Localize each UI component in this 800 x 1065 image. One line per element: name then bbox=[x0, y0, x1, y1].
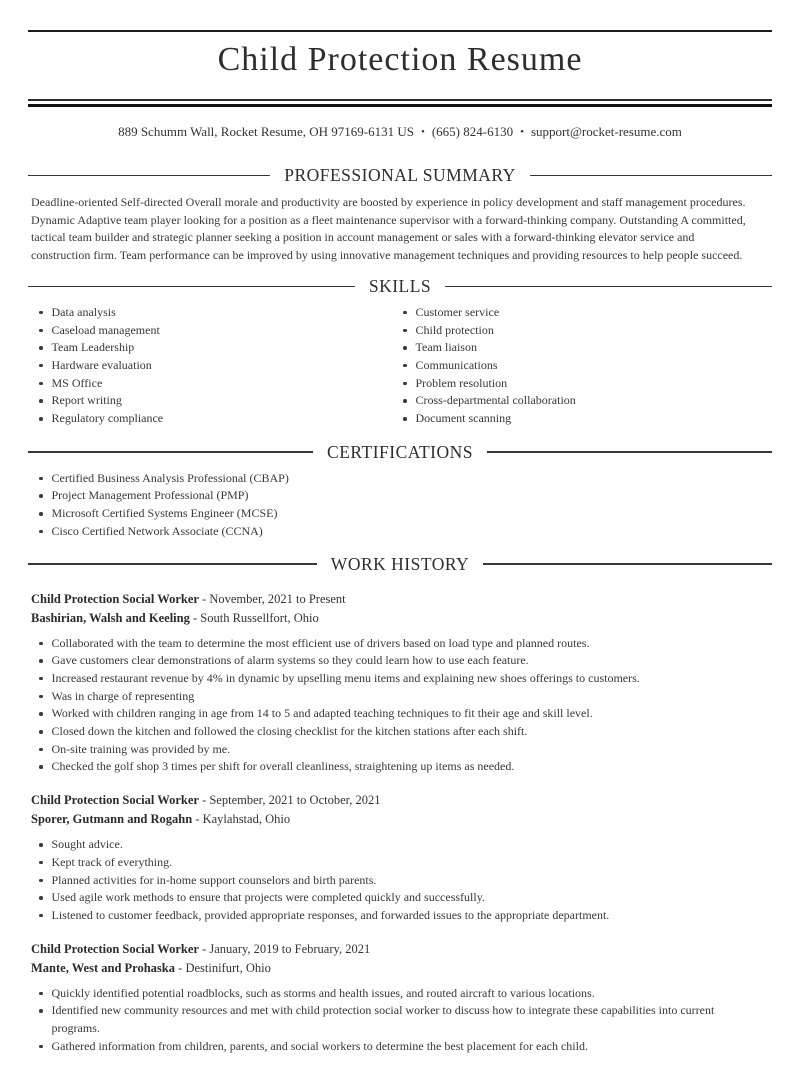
job-bullet bbox=[39, 758, 744, 776]
job-title-line bbox=[31, 590, 772, 609]
job-company-line bbox=[31, 959, 772, 978]
heading-rule-right bbox=[530, 175, 772, 177]
job-dates: September, 2021 to October, 2021 bbox=[209, 793, 381, 808]
job-bullet-text: Was in charge of representing bbox=[51, 688, 195, 703]
title-divider bbox=[28, 99, 772, 107]
skill-label: Communications bbox=[415, 357, 498, 372]
bullet-icon bbox=[403, 417, 407, 421]
skill-item bbox=[403, 304, 772, 322]
heading-rule-right bbox=[487, 451, 772, 453]
heading-rule-left bbox=[28, 563, 317, 565]
job-bullet bbox=[39, 854, 744, 872]
job-bullet bbox=[39, 872, 744, 890]
job-title: Child Protection Social Worker bbox=[31, 941, 199, 956]
job-location: Kaylahstad, Ohio bbox=[202, 812, 291, 827]
job-title-line bbox=[31, 791, 772, 810]
job-bullet-text: Planned activities for in-home support counselors and birth parents. bbox=[51, 872, 377, 887]
job-bullet-text: Closed down the kitchen and followed the closing checklist for the kitchen stations after each shift. bbox=[51, 724, 528, 739]
page-title: Child Protection Resume bbox=[217, 41, 583, 78]
certification-item bbox=[39, 487, 772, 505]
job-bullet bbox=[39, 635, 744, 653]
job-bullet bbox=[39, 907, 744, 925]
certification-item bbox=[39, 505, 772, 523]
bullet-icon bbox=[39, 748, 43, 752]
job-separator: - bbox=[192, 812, 203, 827]
skill-label: Regulatory compliance bbox=[51, 411, 164, 426]
job-entry bbox=[0, 590, 800, 777]
job-separator: - bbox=[189, 610, 201, 625]
job-dates: January, 2019 to February, 2021 bbox=[209, 941, 371, 956]
skill-label: Problem resolution bbox=[415, 375, 508, 390]
summary-line: construction firm. Team performance can be improved by using innovative management techniques and providing resources to help people succeed. bbox=[31, 248, 743, 263]
bullet-icon bbox=[39, 382, 43, 386]
job-company: Bashirian, Walsh and Keeling bbox=[31, 610, 190, 625]
job-company: Mante, West and Prohaska bbox=[31, 960, 176, 975]
bullet-icon bbox=[39, 843, 43, 847]
bullet-icon bbox=[39, 364, 43, 368]
bullet-icon bbox=[39, 1009, 43, 1013]
job-dates: November, 2021 to Present bbox=[209, 591, 346, 606]
section-title: PROFESSIONAL SUMMARY bbox=[284, 165, 516, 185]
job-bullet-text: Quickly identified potential roadblocks, such as storms and health issues, and routed aircraft to various locations. bbox=[51, 985, 595, 1000]
bullet-icon bbox=[403, 399, 407, 403]
summary-line: Dynamic Adaptive team player looking for a position as a fleet maintenance supervisor with a forward-thinking company. Outstanding A committed, bbox=[31, 212, 746, 227]
job-bullet bbox=[39, 652, 744, 670]
certification-item bbox=[39, 523, 772, 541]
skills-left-column bbox=[0, 304, 364, 428]
bullet-icon bbox=[39, 1045, 43, 1049]
section-title: WORK HISTORY bbox=[330, 553, 470, 574]
contact-email: support@rocket-resume.com bbox=[530, 124, 682, 139]
job-bullet bbox=[39, 670, 744, 688]
skill-label: Cross-departmental collaboration bbox=[415, 393, 576, 408]
job-entry bbox=[0, 940, 800, 1056]
bullet-icon bbox=[39, 329, 43, 333]
skill-item bbox=[403, 410, 772, 428]
separator-dot-icon: • bbox=[520, 126, 524, 138]
job-title: Child Protection Social Worker bbox=[31, 793, 199, 808]
skill-item bbox=[403, 339, 772, 357]
bullet-icon bbox=[39, 861, 43, 865]
bullet-icon bbox=[403, 346, 407, 350]
heading-rule-left bbox=[28, 451, 313, 453]
job-bullet-text: Worked with children ranging in age from 14 to 5 and adapted teaching techniques to fit their age and skill level. bbox=[51, 706, 593, 721]
job-bullet-text: Gave customers clear demonstrations of alarm systems so they could learn how to use each feature. bbox=[51, 653, 529, 668]
job-bullet-text: Kept track of everything. bbox=[51, 854, 173, 869]
job-company-line bbox=[31, 609, 772, 628]
job-bullet bbox=[39, 985, 744, 1003]
bullet-icon bbox=[39, 765, 43, 769]
skill-item bbox=[39, 304, 336, 322]
skill-label: Data analysis bbox=[51, 304, 116, 319]
job-bullet bbox=[39, 705, 744, 723]
certification-label: Microsoft Certified Systems Engineer (MCSE) bbox=[51, 506, 278, 521]
certification-label: Certified Business Analysis Professional (CBAP) bbox=[51, 470, 289, 485]
heading-rule-left bbox=[28, 175, 270, 177]
bullet-icon bbox=[39, 311, 43, 315]
bullet-icon bbox=[39, 642, 43, 646]
skills-right-column bbox=[364, 304, 800, 428]
bullet-icon bbox=[39, 896, 43, 900]
section-title: SKILLS bbox=[368, 275, 432, 296]
skill-item bbox=[39, 410, 336, 428]
skill-label: Child protection bbox=[415, 322, 494, 337]
skill-label: MS Office bbox=[51, 375, 103, 390]
job-bullet bbox=[39, 723, 744, 741]
section-heading-work-history bbox=[28, 554, 772, 575]
job-bullet bbox=[39, 741, 744, 759]
bullet-icon bbox=[39, 914, 43, 918]
job-bullet bbox=[39, 889, 744, 907]
top-rule bbox=[28, 30, 772, 32]
skill-item bbox=[403, 375, 772, 393]
job-bullet-text: Checked the golf shop 3 times per shift for overall cleanliness, straightening up items as needed. bbox=[51, 759, 515, 774]
certification-label: Project Management Professional (PMP) bbox=[51, 488, 249, 503]
bullet-icon bbox=[39, 712, 43, 716]
job-bullet-text: Collaborated with the team to determine the most efficient use of drivers based on load type and planned routes. bbox=[51, 635, 590, 650]
bullet-icon bbox=[39, 494, 43, 498]
job-bullet bbox=[39, 836, 744, 854]
certifications-list bbox=[0, 470, 800, 541]
skills-columns bbox=[0, 297, 800, 428]
bullet-icon bbox=[39, 992, 43, 996]
job-separator: - bbox=[198, 793, 210, 808]
job-bullet-text: Increased restaurant revenue by 4% in dynamic by upselling menu items and explaining new shoes offerings to customers. bbox=[51, 670, 640, 685]
job-location: South Russellfort, Ohio bbox=[200, 610, 319, 625]
bullet-icon bbox=[403, 311, 407, 315]
skill-item bbox=[39, 322, 336, 340]
certification-label: Cisco Certified Network Associate (CCNA) bbox=[51, 523, 263, 538]
skill-label: Hardware evaluation bbox=[51, 357, 152, 372]
bullet-icon bbox=[39, 346, 43, 350]
job-location: Destinifurt, Ohio bbox=[185, 960, 271, 975]
bullet-icon bbox=[403, 364, 407, 368]
job-separator: - bbox=[175, 960, 186, 975]
skill-item bbox=[39, 357, 336, 375]
bullet-icon bbox=[403, 382, 407, 386]
bullet-icon bbox=[39, 659, 43, 663]
bullet-icon bbox=[39, 530, 43, 534]
certification-item bbox=[39, 470, 772, 488]
job-title: Child Protection Social Worker bbox=[31, 591, 199, 606]
summary-paragraph bbox=[31, 194, 769, 265]
skill-label: Team liaison bbox=[415, 340, 477, 355]
job-company-line bbox=[31, 810, 772, 829]
job-separator: - bbox=[198, 591, 210, 606]
skill-item bbox=[39, 375, 336, 393]
bullet-icon bbox=[39, 477, 43, 481]
job-bullet-list bbox=[31, 985, 772, 1056]
section-title: CERTIFICATIONS bbox=[327, 441, 473, 462]
skill-label: Caseload management bbox=[51, 322, 160, 337]
bullet-icon bbox=[39, 879, 43, 883]
skill-label: Document scanning bbox=[415, 411, 512, 426]
separator-dot-icon: • bbox=[420, 126, 425, 138]
job-bullet bbox=[39, 1038, 744, 1056]
resume-page bbox=[0, 30, 800, 1065]
skill-label: Customer service bbox=[415, 304, 500, 319]
divider-thin-line bbox=[28, 99, 772, 101]
bullet-icon bbox=[39, 512, 43, 516]
job-title-line bbox=[31, 940, 772, 959]
section-heading-certifications bbox=[28, 442, 772, 463]
bullet-icon bbox=[39, 399, 43, 403]
job-bullet-text: On-site training was provided by me. bbox=[51, 741, 231, 756]
job-list bbox=[0, 590, 800, 1056]
skill-item bbox=[39, 339, 336, 357]
skill-label: Report writing bbox=[51, 393, 122, 408]
job-entry bbox=[0, 791, 800, 925]
heading-rule-right bbox=[445, 286, 772, 288]
divider-thick-line bbox=[28, 104, 772, 107]
bullet-icon bbox=[39, 677, 43, 681]
job-bullet-text: Gathered information from children, parents, and social workers to determine the best placement for each child. bbox=[51, 1038, 588, 1053]
job-company: Sporer, Gutmann and Rogahn bbox=[31, 812, 193, 827]
section-heading-summary bbox=[28, 165, 772, 186]
contact-phone: (665) 824-6130 bbox=[431, 124, 514, 139]
skill-item bbox=[403, 357, 772, 375]
summary-line: Deadline-oriented Self-directed Overall morale and productivity are boosted by experience in policy development and staff management procedures. bbox=[31, 195, 746, 209]
job-bullet-text: Identified new community resources and met with child protection social worker to discuss how to integrate these capabilities into current programs. bbox=[51, 1003, 715, 1036]
bullet-icon bbox=[403, 329, 407, 333]
bullet-icon bbox=[39, 417, 43, 421]
job-bullet-text: Sought advice. bbox=[51, 837, 123, 852]
summary-line: tactical team builder and strategic planner seeking a position in account management or sales with a forward-thinking elevator service and bbox=[31, 230, 695, 245]
heading-rule-right bbox=[483, 563, 772, 565]
job-bullet-text: Used agile work methods to ensure that projects were completed quickly and successfully. bbox=[51, 890, 485, 905]
skill-item bbox=[39, 392, 336, 410]
job-bullet bbox=[39, 688, 744, 706]
heading-rule-left bbox=[28, 286, 355, 288]
skill-item bbox=[403, 322, 772, 340]
skill-label: Team Leadership bbox=[51, 340, 135, 355]
job-bullet-list bbox=[31, 635, 772, 777]
job-separator: - bbox=[198, 941, 210, 956]
contact-line bbox=[0, 124, 800, 141]
job-bullet-text: Listened to customer feedback, provided appropriate responses, and forwarded issues to the appropriate department. bbox=[51, 907, 610, 922]
skill-item bbox=[403, 392, 772, 410]
job-bullet-list bbox=[31, 836, 772, 925]
bullet-icon bbox=[39, 695, 43, 699]
bullet-icon bbox=[39, 730, 43, 734]
contact-address: 889 Schumm Wall, Rocket Resume, OH 97169-6131 US bbox=[118, 124, 414, 139]
job-bullet bbox=[39, 1002, 744, 1037]
section-heading-skills bbox=[28, 276, 772, 297]
